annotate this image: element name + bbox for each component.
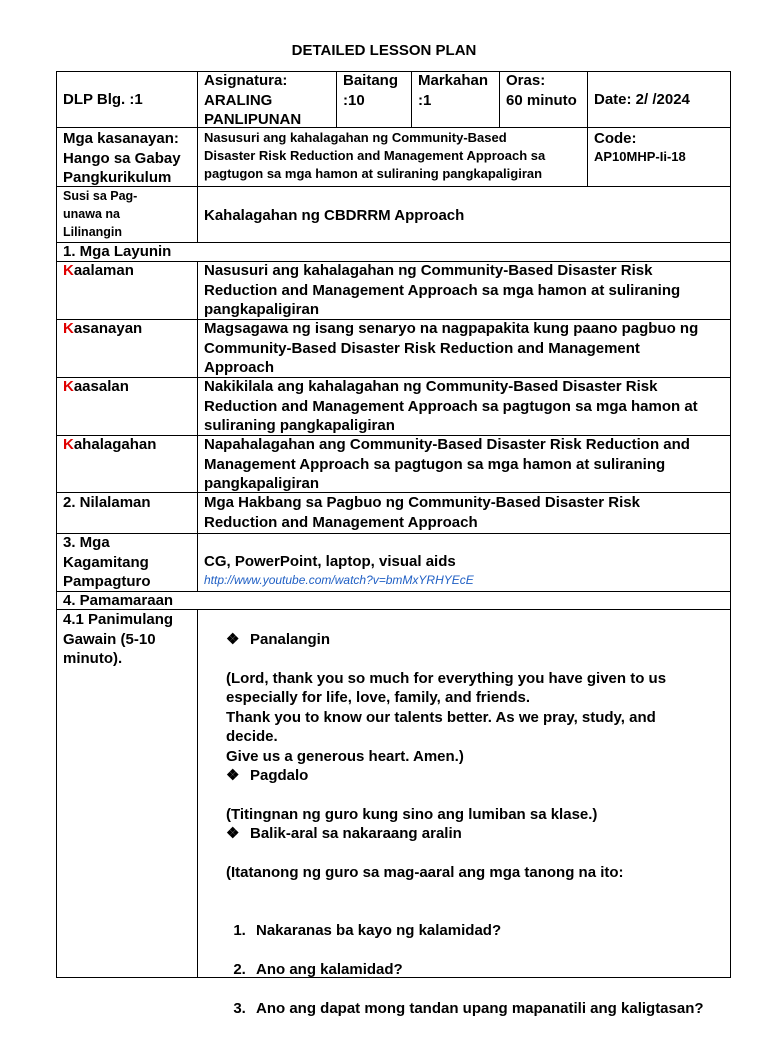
panalangin-text: (Lord, thank you so much for everything you have given to us especially for life, love, family, and friends. Thank you to know our talents better. As we pray, study, and decide. Give us a generous heart. Amen.) bbox=[226, 669, 667, 765]
diamond-bullet-icon: ❖ bbox=[226, 630, 240, 648]
kahalagahan-text: Napahalagahan ang Community-Based Disaster Risk Reduction and Management Approach sa pagtugon sa mga hamon at suliraning pangkapaligiran bbox=[204, 436, 690, 492]
column-divider bbox=[587, 71, 588, 186]
column-divider bbox=[197, 609, 198, 977]
kaasalan-rest: aasalan bbox=[73, 378, 129, 395]
list-item: 2. Ano ang kalamidad? bbox=[250, 960, 704, 980]
oras-cell: Oras: 60 minuto bbox=[506, 72, 577, 109]
row-divider bbox=[56, 127, 731, 128]
column-divider bbox=[336, 71, 337, 127]
code-value: AP10MHP-Ii-18 bbox=[594, 149, 686, 164]
kaalaman-rest: aalaman bbox=[73, 262, 134, 279]
video-link[interactable]: http://www.youtube.com/watch?v=bmMxYRHYEcE bbox=[204, 573, 474, 587]
pagdalo-text: (Titingnan ng guro kung sino ang lumiban sa klase.) bbox=[226, 805, 598, 823]
kasanayan-rest: asanayan bbox=[73, 320, 143, 337]
kagamitan-label: 3. Mga Kagamitang Pampagturo bbox=[63, 534, 151, 590]
kahalagahan-rest: ahalagahan bbox=[73, 436, 157, 453]
diamond-bullet-icon: ❖ bbox=[226, 766, 240, 784]
list-item: 3. Ano ang dapat mong tandan upang mapanatili ang kaligtasan? bbox=[250, 999, 704, 1019]
diamond-bullet-icon: ❖ bbox=[226, 824, 240, 842]
kasanayan-obj-label bbox=[63, 319, 142, 339]
susi-label: Susi sa Pag- unawa na Lilinangin bbox=[63, 189, 138, 239]
balik-aral-section bbox=[226, 804, 704, 1058]
kaasalan-label bbox=[63, 377, 129, 397]
nilalaman-label: 2. Nilalaman bbox=[63, 494, 151, 511]
question-list bbox=[226, 902, 704, 1039]
markahan-cell: Markahan :1 bbox=[418, 72, 489, 109]
table-border-right bbox=[730, 71, 731, 978]
kagamitan-text: CG, PowerPoint, laptop, visual aids bbox=[204, 553, 456, 570]
date-cell: Date: 2/ /2024 bbox=[594, 91, 690, 108]
column-divider bbox=[197, 261, 198, 591]
column-divider bbox=[411, 71, 412, 127]
document-title: DETAILED LESSON PLAN bbox=[291, 42, 477, 59]
column-divider bbox=[197, 71, 198, 242]
kaalaman-text: Nasusuri ang kahalagahan ng Community-Based Disaster Risk Reduction and Management Approach sa mga hamon at suliraning pangkapaligiran bbox=[204, 262, 681, 318]
kaasalan-text: Nakikilala ang kahalagahan ng Community-Based Disaster Risk Reduction and Management Approach sa pagtugon sa mga hamon at suliraning pangkapaligiran bbox=[204, 378, 698, 434]
code-label: Code: bbox=[594, 130, 637, 147]
pamamaraan-header: 4. Pamamaraan bbox=[63, 592, 174, 609]
kaalaman-initial: K bbox=[63, 262, 74, 279]
pagdalo-title-row bbox=[226, 766, 597, 786]
kasanayan-obj-text: Magsagawa ng isang senaryo na nagpapakita kung paano pagbuo ng Community-Based Disaster Risk Reduction and Management Approach bbox=[204, 320, 699, 376]
kasanayan-initial: K bbox=[63, 320, 74, 337]
susi-text: Kahalagahan ng CBDRRM Approach bbox=[204, 207, 465, 224]
dlp-number: DLP Blg. :1 bbox=[63, 91, 143, 108]
kaalaman-label bbox=[63, 261, 134, 281]
row-divider bbox=[56, 533, 731, 534]
balik-aral-text: (Itatanong ng guro sa mag-aaral ang mga tanong na ito: bbox=[226, 863, 624, 881]
nilalaman-text: Mga Hakbang sa Pagbuo ng Community-Based Disaster Risk Reduction and Management Approach bbox=[204, 494, 640, 531]
kasanayan-label: Mga kasanayan: Hango sa Gabay Pangkurikulum bbox=[63, 130, 181, 186]
kaasalan-initial: K bbox=[63, 378, 74, 395]
asignatura-cell: Asignatura: ARALING PANLIPUNAN bbox=[204, 72, 302, 128]
layunin-header: 1. Mga Layunin bbox=[63, 243, 172, 260]
balik-aral-title-row bbox=[226, 824, 704, 844]
kahalagahan-initial: K bbox=[63, 436, 74, 453]
list-item: 1. Nakaranas ba kayo ng kalamidad? bbox=[250, 921, 704, 941]
kahalagahan-label bbox=[63, 435, 156, 455]
panimulang-label: 4.1 Panimulang Gawain (5-10 minuto). bbox=[63, 611, 174, 667]
panalangin-title: Panalangin bbox=[250, 630, 331, 648]
column-divider bbox=[499, 71, 500, 127]
table-border-left bbox=[56, 71, 57, 978]
balik-aral-title: Balik-aral sa nakaraang aralin bbox=[250, 824, 462, 842]
kasanayan-text: Nasusuri ang kahalagahan ng Community-Based Disaster Risk Reduction and Management Approach sa pagtugon sa mga hamon at suliraning pangkapaligiran bbox=[204, 130, 546, 181]
baitang-cell: Baitang :10 bbox=[343, 72, 399, 109]
pagdalo-title: Pagdalo bbox=[250, 766, 309, 784]
panalangin-title-row bbox=[226, 630, 666, 650]
